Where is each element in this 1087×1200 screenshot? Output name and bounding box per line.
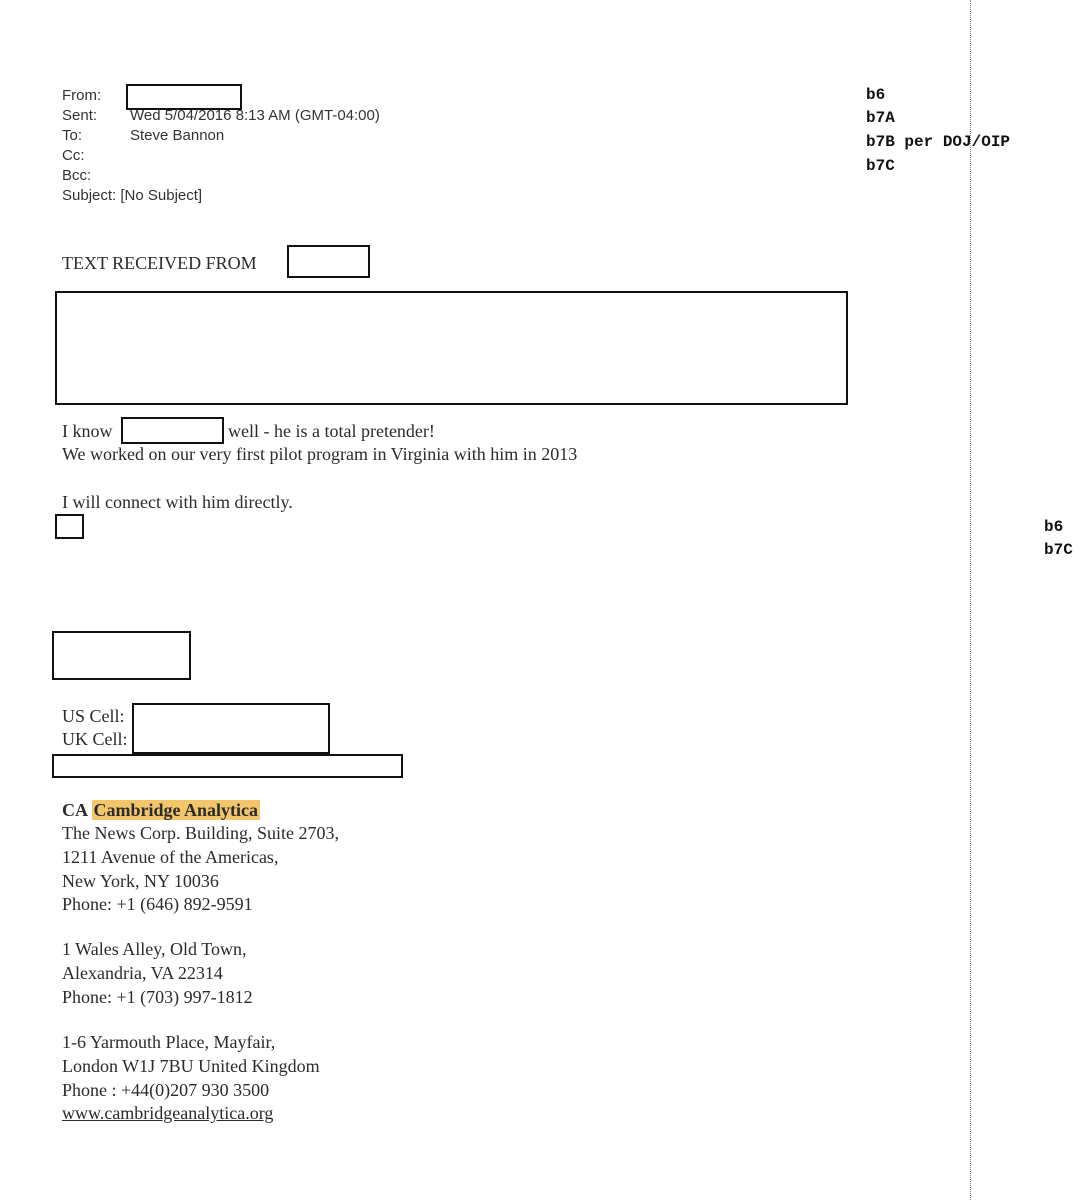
redaction-signature-name bbox=[52, 631, 191, 680]
exemption-code: b7A bbox=[866, 109, 895, 127]
redaction-name bbox=[121, 417, 224, 444]
ny-address-line: The News Corp. Building, Suite 2703, bbox=[62, 823, 339, 843]
ny-address-line: 1211 Avenue of the Americas, bbox=[62, 847, 279, 867]
us-cell-label: US Cell: bbox=[62, 706, 125, 726]
redaction-message-block bbox=[55, 291, 848, 405]
website-link[interactable]: www.cambridgeanalytica.org bbox=[62, 1103, 274, 1123]
connect-text: I will connect with him directly. bbox=[62, 492, 293, 512]
pilot-program-text: We worked on our very first pilot program in Virginia with him in 2013 bbox=[62, 444, 578, 464]
from-label: From: bbox=[62, 87, 102, 104]
subject-value: [No Subject] bbox=[120, 187, 203, 204]
pretender-text: well - he is a total pretender! bbox=[228, 421, 435, 441]
company-name-highlighted: Cambridge Analytica bbox=[93, 800, 259, 820]
exemption-code: b6 bbox=[1044, 518, 1064, 536]
cc-label: Cc: bbox=[62, 147, 85, 164]
to-label: To: bbox=[62, 127, 83, 144]
va-address-line: 1 Wales Alley, Old Town, bbox=[62, 939, 247, 959]
ny-address-line: New York, NY 10036 bbox=[62, 871, 219, 891]
redaction-phone-numbers bbox=[132, 703, 330, 754]
exemption-code: b6 bbox=[866, 86, 886, 104]
subject-line bbox=[62, 186, 202, 206]
uk-cell-label: UK Cell: bbox=[62, 729, 128, 749]
exemption-code: b7C bbox=[1044, 541, 1073, 559]
redaction-sender bbox=[287, 245, 370, 278]
ny-phone: Phone: +1 (646) 892-9591 bbox=[62, 894, 253, 914]
to-value: Steve Bannon bbox=[130, 127, 225, 144]
exemption-code: b7C bbox=[866, 157, 895, 175]
redaction-small bbox=[55, 514, 84, 539]
uk-address-line: 1-6 Yarmouth Place, Mayfair, bbox=[62, 1032, 276, 1052]
i-know-text: I know bbox=[62, 421, 113, 441]
text-received-label: TEXT RECEIVED FROM bbox=[62, 253, 257, 273]
sent-value: Wed 5/04/2016 8:13 AM (GMT-04:00) bbox=[130, 107, 380, 124]
company-line bbox=[62, 799, 260, 822]
exemption-code: b7B per DOJ/OIP bbox=[866, 133, 1011, 151]
va-phone: Phone: +1 (703) 997-1812 bbox=[62, 987, 253, 1007]
ca-prefix: CA bbox=[62, 800, 88, 820]
va-address-line: Alexandria, VA 22314 bbox=[62, 963, 223, 983]
margin-dotted-line bbox=[970, 0, 971, 1200]
redaction-email bbox=[52, 754, 403, 778]
bcc-label: Bcc: bbox=[62, 167, 92, 184]
uk-address-line: London W1J 7BU United Kingdom bbox=[62, 1056, 320, 1076]
uk-phone: Phone : +44(0)207 930 3500 bbox=[62, 1080, 270, 1100]
subject-label: Subject: bbox=[62, 187, 117, 204]
sent-label: Sent: bbox=[62, 107, 98, 124]
